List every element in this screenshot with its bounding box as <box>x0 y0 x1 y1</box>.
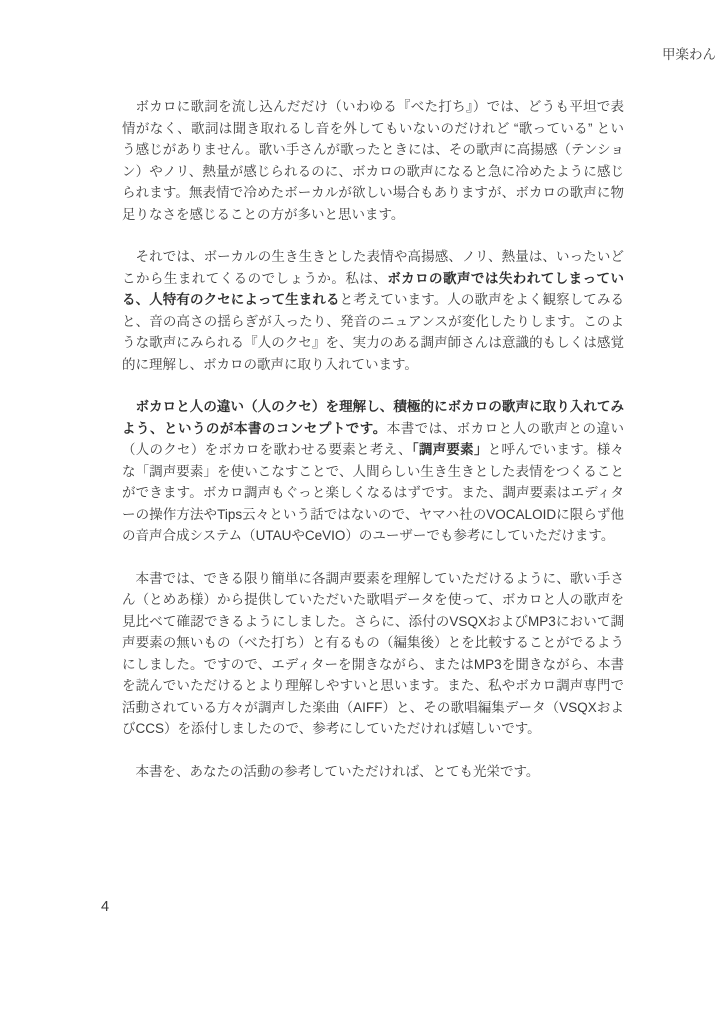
paragraph <box>122 246 624 375</box>
bold-text-run: ボカロの歌声では失われてしまっている、人特有のクセによって生まれる <box>122 270 625 307</box>
text-run: 本書では、できる限り簡単に各調声要素を理解していただけるように、歌い手さん（とめあ様）から提供していただいた歌唱データを使って、ボカロと人の歌声を見比べて確認できるようにしました。さらに、添付のVSQXおよびMP3において調声要素の無いもの（べた打ち）と有るもの（編集後）とを比較することがでるようにしました。ですので、エディターを開きながら、またはMP3を聞きながら、本書を読んでいただけるとより理解しやすいと思います。また、私やボカロ調声専門で活動されている方々が調声した楽曲（AIFF）と、その歌唱編集データ（VSQXおよびCCS）を添付しましたので、参考にしていただければ嬉しいです。 <box>122 570 624 736</box>
paragraph <box>122 396 624 547</box>
text-run: 本書を、あなたの活動の参考していただければ、とても光栄です。 <box>135 763 540 779</box>
text-run: 本書では、ボカロと人の歌声との違い（人のクセ）をボカロを歌わせる要素と考え、 <box>122 420 625 457</box>
text-run: と呼んでいます。様々な「調声要素」を使いこなすことで、人間らしい生き生きとした表情をつくることができます。ボカロ調声もぐっと楽しくなるはずです。また、調声要素はエディターの操作方法やTips云々という話ではないので、ヤマハ社のVOCALOIDに限らず他の音声合成システム（UTAUやCeVIO）のユーザーでも参考にしていただけます。 <box>122 442 625 543</box>
text-run: ボカロに歌詞を流し込んだだけ（いわゆる『べた打ち』）では、どうも平坦で表情がなく、歌詞は聞き取れるし音を外してもいないのだけれど “歌っている” という感じがありません。歌い手さんが歌ったときには、その歌声に高揚感（テンション）やノリ、熱量が感じられるのに、ボカロの歌声になると急に冷めたように感じられます。無表情で冷めたボーカルが欲しい場合もありますが、ボカロの歌声に物足りなさを感じることの方が多いと思います。 <box>122 99 624 222</box>
paragraph <box>122 568 624 740</box>
document-body <box>122 96 624 803</box>
paragraph <box>122 761 624 783</box>
paragraph <box>122 96 624 225</box>
bold-text-run: 「調声要素」 <box>411 442 488 457</box>
page-number: 4 <box>101 899 110 915</box>
text-run: それでは、ボーカルの生き生きとした表情や高揚感、ノリ、熱量は、いったいどこから生まれてくるのでしょうか。私は、 <box>122 249 624 286</box>
bold-text-run: ボカロと人の違い（人のクセ）を理解し、積極的にボカロの歌声に取り入れてみよう、というのが本書のコンセプトです。 <box>122 399 624 436</box>
author-signature: 甲楽わん <box>662 47 716 62</box>
text-run: と考えています。人の歌声をよく観察してみると、音の高さの揺らぎが入ったり、発音のニュアンスが変化したりします。このような歌声にみられる『人のクセ』を、実力のある調声師さんは意識的もしくは感覚的に理解し、ボカロの歌声に取り入れています。 <box>122 292 625 372</box>
